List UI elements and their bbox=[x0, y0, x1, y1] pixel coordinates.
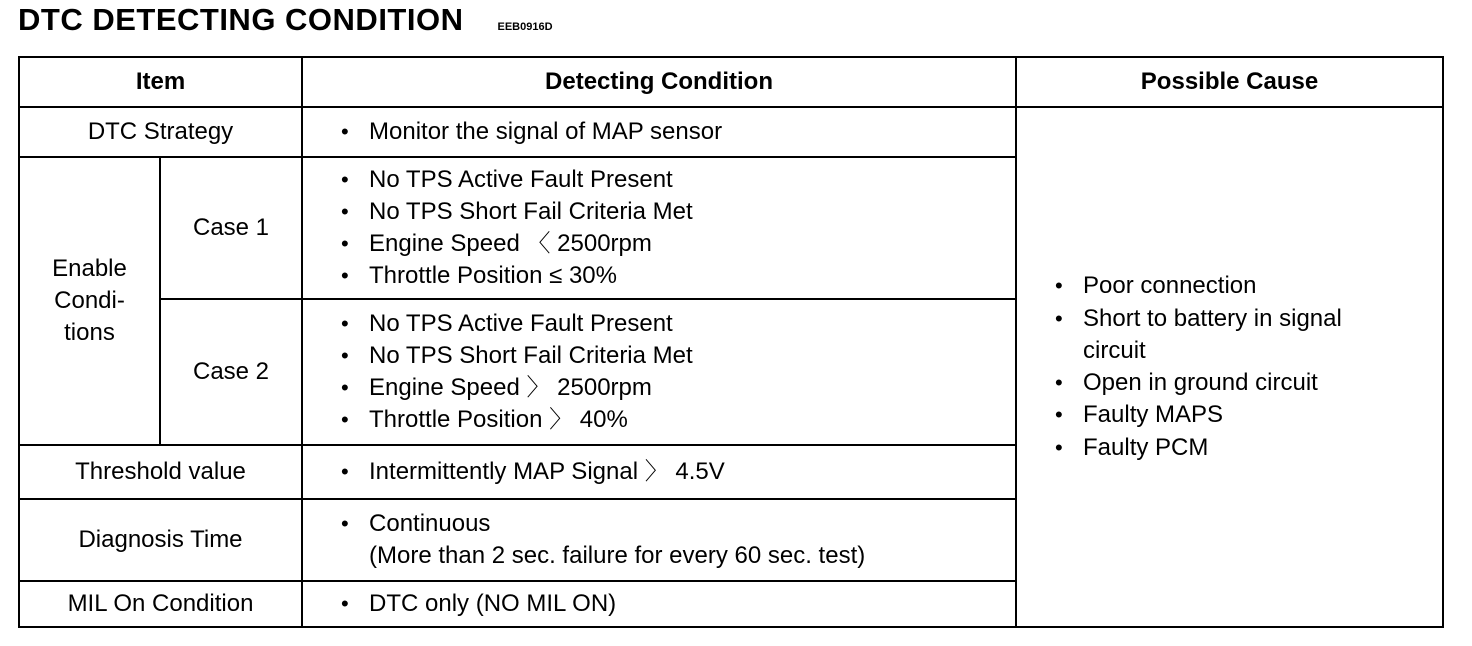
label-diagnosis-time: Diagnosis Time bbox=[19, 499, 302, 581]
label-enable-conditions bbox=[19, 157, 160, 445]
document-code: EEB0916D bbox=[497, 21, 553, 33]
header-item: Item bbox=[19, 57, 302, 107]
list-item: • Intermittently MAP Signal 〉 4.5V bbox=[339, 456, 1015, 488]
header-detecting-condition: Detecting Condition bbox=[302, 57, 1016, 107]
list-item bbox=[339, 508, 1015, 572]
cond-threshold bbox=[302, 445, 1016, 499]
enable-line: tions bbox=[64, 319, 115, 346]
cond-case-2 bbox=[302, 299, 1016, 445]
list-item: • Faulty PCM bbox=[1053, 432, 1442, 465]
cond-case-1 bbox=[302, 157, 1016, 299]
label-case-2: Case 2 bbox=[160, 299, 302, 445]
cause-line: • Short to battery in signal bbox=[1083, 304, 1342, 332]
list-item: • Open in ground circuit bbox=[1053, 367, 1442, 400]
list-item: • Throttle Position 〉 40% bbox=[339, 404, 1015, 436]
list-item: • Monitor the signal of MAP sensor bbox=[339, 116, 1015, 148]
header-possible-cause: Possible Cause bbox=[1016, 57, 1443, 107]
title-row bbox=[18, 2, 553, 42]
list-item: • No TPS Active Fault Present bbox=[339, 164, 1015, 196]
cause-line: circuit bbox=[1083, 336, 1146, 364]
label-dtc-strategy: DTC Strategy bbox=[19, 107, 302, 157]
possible-cause-cell bbox=[1016, 107, 1443, 627]
list-item: • No TPS Active Fault Present bbox=[339, 308, 1015, 340]
header-row bbox=[19, 57, 1443, 107]
list-item: • Faulty MAPS bbox=[1053, 399, 1442, 432]
label-mil-on-condition: MIL On Condition bbox=[19, 581, 302, 627]
cond-diagnosis-time bbox=[302, 499, 1016, 581]
diagnosis-line: (More than 2 sec. failure for every 60 sec. test) bbox=[369, 542, 866, 569]
list-item: • Engine Speed 〈 2500rpm bbox=[339, 228, 1015, 260]
diagnosis-line: • Continuous bbox=[369, 510, 491, 537]
row-dtc-strategy bbox=[19, 107, 1443, 157]
label-threshold: Threshold value bbox=[19, 445, 302, 499]
page-title: DTC DETECTING CONDITION bbox=[18, 2, 464, 37]
list-item: • Throttle Position ≤ 30% bbox=[339, 260, 1015, 292]
enable-line: Condi- bbox=[54, 287, 125, 314]
cond-dtc-strategy bbox=[302, 107, 1016, 157]
label-case-1: Case 1 bbox=[160, 157, 302, 299]
list-item: • Poor connection bbox=[1053, 270, 1442, 303]
list-item: • No TPS Short Fail Criteria Met bbox=[339, 340, 1015, 372]
dtc-table bbox=[18, 56, 1444, 628]
cond-mil-on-condition bbox=[302, 581, 1016, 627]
list-item: • DTC only (NO MIL ON) bbox=[339, 588, 1015, 620]
list-item: • No TPS Short Fail Criteria Met bbox=[339, 196, 1015, 228]
list-item bbox=[1053, 303, 1442, 367]
list-item: • Engine Speed 〉 2500rpm bbox=[339, 372, 1015, 404]
enable-line: Enable bbox=[52, 255, 127, 282]
